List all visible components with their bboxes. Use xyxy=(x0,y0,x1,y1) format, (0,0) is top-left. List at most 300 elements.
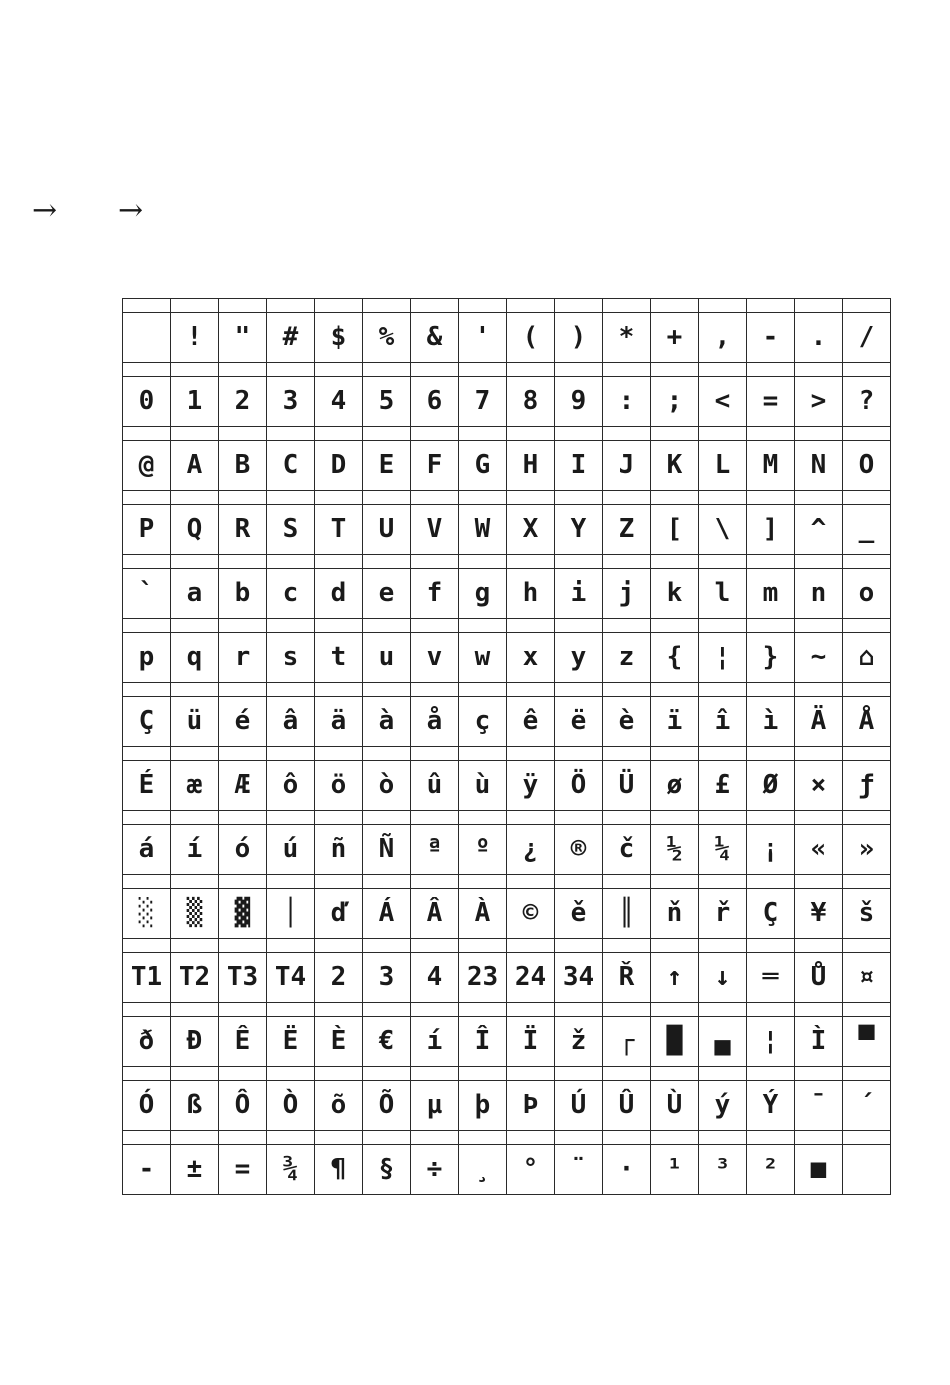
spacer-cell xyxy=(411,363,459,377)
glyph-cell: ň xyxy=(651,889,699,939)
glyph-cell: Õ xyxy=(363,1081,411,1131)
glyph-cell: } xyxy=(747,633,795,683)
glyph-cell: k xyxy=(651,569,699,619)
spacer-cell xyxy=(603,1067,651,1081)
spacer-cell xyxy=(315,811,363,825)
glyph-cell: U xyxy=(363,505,411,555)
glyph-cell xyxy=(843,1145,891,1195)
spacer-cell xyxy=(219,1067,267,1081)
glyph-cell: 24 xyxy=(507,953,555,1003)
glyph-cell: š xyxy=(843,889,891,939)
spacer-cell xyxy=(507,1067,555,1081)
spacer-cell xyxy=(603,939,651,953)
spacer-cell xyxy=(795,299,843,313)
glyph-cell: ú xyxy=(267,825,315,875)
glyph-cell: X xyxy=(507,505,555,555)
glyph-cell: M xyxy=(747,441,795,491)
spacer-cell xyxy=(651,747,699,761)
glyph-cell: ¥ xyxy=(795,889,843,939)
glyph-cell: ` xyxy=(123,569,171,619)
glyph-cell: ^ xyxy=(795,505,843,555)
spacer-cell xyxy=(267,875,315,889)
glyph-cell: Y xyxy=(555,505,603,555)
glyph-cell: · xyxy=(603,1145,651,1195)
glyph-cell: ! xyxy=(171,313,219,363)
glyph-cell: © xyxy=(507,889,555,939)
glyph-cell: ¦ xyxy=(747,1017,795,1067)
spacer-cell xyxy=(747,491,795,505)
glyph-cell: ü xyxy=(171,697,219,747)
glyph-row xyxy=(123,889,891,939)
glyph-cell: 5 xyxy=(363,377,411,427)
glyph-cell: 3 xyxy=(267,377,315,427)
glyph-row xyxy=(123,505,891,555)
spacer-cell xyxy=(507,491,555,505)
glyph-cell: Ö xyxy=(555,761,603,811)
spacer-row xyxy=(123,1067,891,1081)
spacer-cell xyxy=(555,1003,603,1017)
spacer-cell xyxy=(555,1131,603,1145)
spacer-cell xyxy=(123,1003,171,1017)
spacer-cell xyxy=(459,747,507,761)
glyph-cell: ñ xyxy=(315,825,363,875)
spacer-cell xyxy=(843,427,891,441)
glyph-cell: l xyxy=(699,569,747,619)
glyph-cell: ® xyxy=(555,825,603,875)
spacer-cell xyxy=(651,619,699,633)
spacer-cell xyxy=(747,875,795,889)
glyph-cell: p xyxy=(123,633,171,683)
glyph-cell: & xyxy=(411,313,459,363)
glyph-row xyxy=(123,1081,891,1131)
spacer-cell xyxy=(219,491,267,505)
spacer-cell xyxy=(171,1067,219,1081)
glyph-cell: + xyxy=(651,313,699,363)
glyph-cell: õ xyxy=(315,1081,363,1131)
spacer-cell xyxy=(699,363,747,377)
spacer-cell xyxy=(171,1131,219,1145)
glyph-cell: $ xyxy=(315,313,363,363)
spacer-cell xyxy=(411,875,459,889)
spacer-cell xyxy=(747,1003,795,1017)
glyph-cell: # xyxy=(267,313,315,363)
glyph-cell: ] xyxy=(747,505,795,555)
glyph-cell: S xyxy=(267,505,315,555)
glyph-row xyxy=(123,953,891,1003)
glyph-cell: d xyxy=(315,569,363,619)
spacer-cell xyxy=(699,1067,747,1081)
spacer-cell xyxy=(507,1003,555,1017)
glyph-row xyxy=(123,697,891,747)
spacer-cell xyxy=(843,619,891,633)
glyph-cell: ř xyxy=(699,889,747,939)
spacer-cell xyxy=(315,427,363,441)
glyph-cell: C xyxy=(267,441,315,491)
spacer-cell xyxy=(651,1131,699,1145)
glyph-cell: Ô xyxy=(219,1081,267,1131)
spacer-cell xyxy=(267,747,315,761)
glyph-cell: 3 xyxy=(363,953,411,1003)
spacer-cell xyxy=(795,1003,843,1017)
glyph-cell: Ë xyxy=(267,1017,315,1067)
glyph-cell: É xyxy=(123,761,171,811)
spacer-cell xyxy=(795,619,843,633)
spacer-cell xyxy=(363,427,411,441)
spacer-cell xyxy=(507,683,555,697)
spacer-cell xyxy=(699,491,747,505)
glyph-cell: ð xyxy=(123,1017,171,1067)
spacer-cell xyxy=(171,875,219,889)
glyph-cell: ▓ xyxy=(219,889,267,939)
spacer-cell xyxy=(267,299,315,313)
spacer-cell xyxy=(747,619,795,633)
glyph-cell: º xyxy=(459,825,507,875)
glyph-cell: * xyxy=(603,313,651,363)
spacer-cell xyxy=(315,1131,363,1145)
spacer-cell xyxy=(219,875,267,889)
spacer-cell xyxy=(267,939,315,953)
spacer-cell xyxy=(459,427,507,441)
spacer-row xyxy=(123,1131,891,1145)
spacer-cell xyxy=(171,555,219,569)
spacer-cell xyxy=(123,619,171,633)
spacer-cell xyxy=(171,1003,219,1017)
spacer-cell xyxy=(123,491,171,505)
spacer-cell xyxy=(843,491,891,505)
glyph-cell: = xyxy=(219,1145,267,1195)
glyph-cell: ~ xyxy=(795,633,843,683)
glyph-cell: ç xyxy=(459,697,507,747)
glyph-cell: - xyxy=(747,313,795,363)
glyph-cell: Ò xyxy=(267,1081,315,1131)
spacer-cell xyxy=(171,811,219,825)
spacer-cell xyxy=(843,1003,891,1017)
glyph-cell: x xyxy=(507,633,555,683)
spacer-cell xyxy=(795,747,843,761)
spacer-cell xyxy=(219,427,267,441)
spacer-row xyxy=(123,875,891,889)
glyph-cell: / xyxy=(843,313,891,363)
spacer-cell xyxy=(555,619,603,633)
glyph-cell: ÷ xyxy=(411,1145,459,1195)
glyph-cell: § xyxy=(363,1145,411,1195)
spacer-cell xyxy=(459,875,507,889)
right-arrow-icon: → xyxy=(118,193,144,228)
glyph-cell: ù xyxy=(459,761,507,811)
spacer-cell xyxy=(603,875,651,889)
spacer-cell xyxy=(363,299,411,313)
glyph-row xyxy=(123,1017,891,1067)
glyph-cell: Ý xyxy=(747,1081,795,1131)
glyph-cell: þ xyxy=(459,1081,507,1131)
spacer-cell xyxy=(603,427,651,441)
glyph-cell: % xyxy=(363,313,411,363)
glyph-cell: Ï xyxy=(507,1017,555,1067)
spacer-cell xyxy=(171,299,219,313)
glyph-cell: I xyxy=(555,441,603,491)
glyph-cell: . xyxy=(795,313,843,363)
spacer-cell xyxy=(843,363,891,377)
spacer-cell xyxy=(171,363,219,377)
spacer-cell xyxy=(459,1131,507,1145)
glyph-cell: Ê xyxy=(219,1017,267,1067)
spacer-cell xyxy=(267,491,315,505)
spacer-cell xyxy=(699,683,747,697)
spacer-cell xyxy=(363,1003,411,1017)
spacer-cell xyxy=(747,1131,795,1145)
spacer-row xyxy=(123,619,891,633)
spacer-cell xyxy=(459,491,507,505)
glyph-cell: f xyxy=(411,569,459,619)
spacer-row xyxy=(123,363,891,377)
spacer-cell xyxy=(123,555,171,569)
glyph-cell: N xyxy=(795,441,843,491)
spacer-row xyxy=(123,683,891,697)
spacer-cell xyxy=(219,299,267,313)
spacer-cell xyxy=(795,683,843,697)
spacer-cell xyxy=(123,299,171,313)
glyph-cell: Ó xyxy=(123,1081,171,1131)
glyph-cell: æ xyxy=(171,761,219,811)
spacer-cell xyxy=(459,811,507,825)
glyph-cell: Ç xyxy=(123,697,171,747)
spacer-cell xyxy=(651,555,699,569)
spacer-cell xyxy=(123,811,171,825)
glyph-cell: n xyxy=(795,569,843,619)
spacer-cell xyxy=(699,619,747,633)
spacer-cell xyxy=(603,299,651,313)
glyph-cell: ■ xyxy=(795,1145,843,1195)
glyph-cell: Q xyxy=(171,505,219,555)
glyph-cell: : xyxy=(603,377,651,427)
spacer-cell xyxy=(171,619,219,633)
glyph-cell: µ xyxy=(411,1081,459,1131)
spacer-row xyxy=(123,491,891,505)
glyph-cell: Ú xyxy=(555,1081,603,1131)
glyph-cell: L xyxy=(699,441,747,491)
glyph-cell: ý xyxy=(699,1081,747,1131)
spacer-cell xyxy=(219,683,267,697)
spacer-cell xyxy=(699,427,747,441)
glyph-cell: ³ xyxy=(699,1145,747,1195)
glyph-cell: ⌂ xyxy=(843,633,891,683)
glyph-cell: G xyxy=(459,441,507,491)
spacer-cell xyxy=(363,555,411,569)
glyph-cell: J xyxy=(603,441,651,491)
glyph-cell: ª xyxy=(411,825,459,875)
spacer-row xyxy=(123,747,891,761)
glyph-cell: â xyxy=(267,697,315,747)
spacer-cell xyxy=(171,939,219,953)
glyph-cell: ì xyxy=(747,697,795,747)
glyph-cell: ² xyxy=(747,1145,795,1195)
glyph-row xyxy=(123,633,891,683)
glyph-cell: u xyxy=(363,633,411,683)
glyph-cell: A xyxy=(171,441,219,491)
spacer-cell xyxy=(507,363,555,377)
glyph-cell: û xyxy=(411,761,459,811)
glyph-cell: å xyxy=(411,697,459,747)
glyph-cell: 9 xyxy=(555,377,603,427)
glyph-cell: ▄ xyxy=(699,1017,747,1067)
spacer-cell xyxy=(555,491,603,505)
glyph-row xyxy=(123,441,891,491)
glyph-cell: Ù xyxy=(651,1081,699,1131)
glyph-cell: ↓ xyxy=(699,953,747,1003)
spacer-cell xyxy=(795,811,843,825)
glyph-cell: Å xyxy=(843,697,891,747)
spacer-cell xyxy=(747,1067,795,1081)
glyph-row xyxy=(123,825,891,875)
spacer-cell xyxy=(363,683,411,697)
spacer-cell xyxy=(843,299,891,313)
spacer-cell xyxy=(315,363,363,377)
spacer-cell xyxy=(843,811,891,825)
spacer-cell xyxy=(411,1131,459,1145)
glyph-cell: À xyxy=(459,889,507,939)
glyph-cell: 4 xyxy=(315,377,363,427)
spacer-cell xyxy=(315,875,363,889)
spacer-cell xyxy=(219,1131,267,1145)
glyph-cell: r xyxy=(219,633,267,683)
glyph-cell: 4 xyxy=(411,953,459,1003)
spacer-cell xyxy=(507,1131,555,1145)
spacer-cell xyxy=(555,875,603,889)
glyph-cell: 2 xyxy=(315,953,363,1003)
glyph-cell: Ñ xyxy=(363,825,411,875)
spacer-cell xyxy=(267,363,315,377)
spacer-cell xyxy=(795,427,843,441)
spacer-cell xyxy=(315,555,363,569)
glyph-cell: à xyxy=(363,697,411,747)
spacer-cell xyxy=(123,427,171,441)
glyph-cell: T3 xyxy=(219,953,267,1003)
glyph-cell: È xyxy=(315,1017,363,1067)
glyph-cell: ¼ xyxy=(699,825,747,875)
glyph-cell: Î xyxy=(459,1017,507,1067)
spacer-cell xyxy=(651,299,699,313)
glyph-cell: w xyxy=(459,633,507,683)
spacer-cell xyxy=(699,875,747,889)
spacer-cell xyxy=(651,811,699,825)
glyph-cell: é xyxy=(219,697,267,747)
spacer-cell xyxy=(651,875,699,889)
spacer-cell xyxy=(747,363,795,377)
glyph-cell: v xyxy=(411,633,459,683)
glyph-cell: ě xyxy=(555,889,603,939)
glyph-cell: > xyxy=(795,377,843,427)
spacer-cell xyxy=(747,683,795,697)
spacer-cell xyxy=(795,875,843,889)
spacer-cell xyxy=(795,491,843,505)
glyph-cell: s xyxy=(267,633,315,683)
glyph-cell: ↑ xyxy=(651,953,699,1003)
glyph-cell: F xyxy=(411,441,459,491)
spacer-cell xyxy=(219,555,267,569)
glyph-cell: i xyxy=(555,569,603,619)
spacer-cell xyxy=(507,747,555,761)
glyph-cell: 0 xyxy=(123,377,171,427)
spacer-cell xyxy=(459,363,507,377)
spacer-cell xyxy=(459,939,507,953)
glyph-cell: Á xyxy=(363,889,411,939)
glyph-cell: ¤ xyxy=(843,953,891,1003)
spacer-cell xyxy=(459,299,507,313)
glyph-cell: { xyxy=(651,633,699,683)
glyph-cell: [ xyxy=(651,505,699,555)
spacer-cell xyxy=(363,1131,411,1145)
glyph-cell: q xyxy=(171,633,219,683)
glyph-cell: ¾ xyxy=(267,1145,315,1195)
spacer-cell xyxy=(603,1003,651,1017)
glyph-cell: a xyxy=(171,569,219,619)
glyph-cell: █ xyxy=(651,1017,699,1067)
spacer-cell xyxy=(651,939,699,953)
spacer-cell xyxy=(795,1131,843,1145)
spacer-cell xyxy=(315,939,363,953)
glyph-cell: Z xyxy=(603,505,651,555)
spacer-cell xyxy=(363,875,411,889)
spacer-cell xyxy=(123,747,171,761)
spacer-cell xyxy=(219,939,267,953)
spacer-cell xyxy=(651,683,699,697)
glyph-row xyxy=(123,377,891,427)
spacer-cell xyxy=(411,1067,459,1081)
spacer-cell xyxy=(363,363,411,377)
glyph-cell: \ xyxy=(699,505,747,555)
spacer-cell xyxy=(363,747,411,761)
spacer-cell xyxy=(267,683,315,697)
glyph-cell: Ð xyxy=(171,1017,219,1067)
glyph-cell: Ä xyxy=(795,697,843,747)
spacer-cell xyxy=(171,747,219,761)
spacer-row xyxy=(123,811,891,825)
spacer-cell xyxy=(747,747,795,761)
glyph-cell: ä xyxy=(315,697,363,747)
spacer-cell xyxy=(507,619,555,633)
spacer-cell xyxy=(123,939,171,953)
glyph-cell: t xyxy=(315,633,363,683)
spacer-cell xyxy=(411,939,459,953)
spacer-cell xyxy=(459,555,507,569)
spacer-cell xyxy=(555,363,603,377)
glyph-row xyxy=(123,761,891,811)
glyph-cell: ┌ xyxy=(603,1017,651,1067)
spacer-cell xyxy=(843,939,891,953)
glyph-cell: Þ xyxy=(507,1081,555,1131)
spacer-cell xyxy=(411,299,459,313)
glyph-cell: × xyxy=(795,761,843,811)
spacer-cell xyxy=(267,619,315,633)
glyph-cell: ï xyxy=(651,697,699,747)
spacer-cell xyxy=(219,363,267,377)
spacer-cell xyxy=(795,363,843,377)
spacer-cell xyxy=(267,1131,315,1145)
character-set-table xyxy=(122,298,891,1195)
spacer-cell xyxy=(507,875,555,889)
spacer-cell xyxy=(603,619,651,633)
spacer-cell xyxy=(123,1131,171,1145)
glyph-cell: - xyxy=(123,1145,171,1195)
spacer-cell xyxy=(363,811,411,825)
spacer-cell xyxy=(219,811,267,825)
glyph-cell: ░ xyxy=(123,889,171,939)
spacer-cell xyxy=(315,491,363,505)
glyph-row xyxy=(123,313,891,363)
glyph-row xyxy=(123,569,891,619)
spacer-cell xyxy=(603,683,651,697)
spacer-cell xyxy=(267,555,315,569)
